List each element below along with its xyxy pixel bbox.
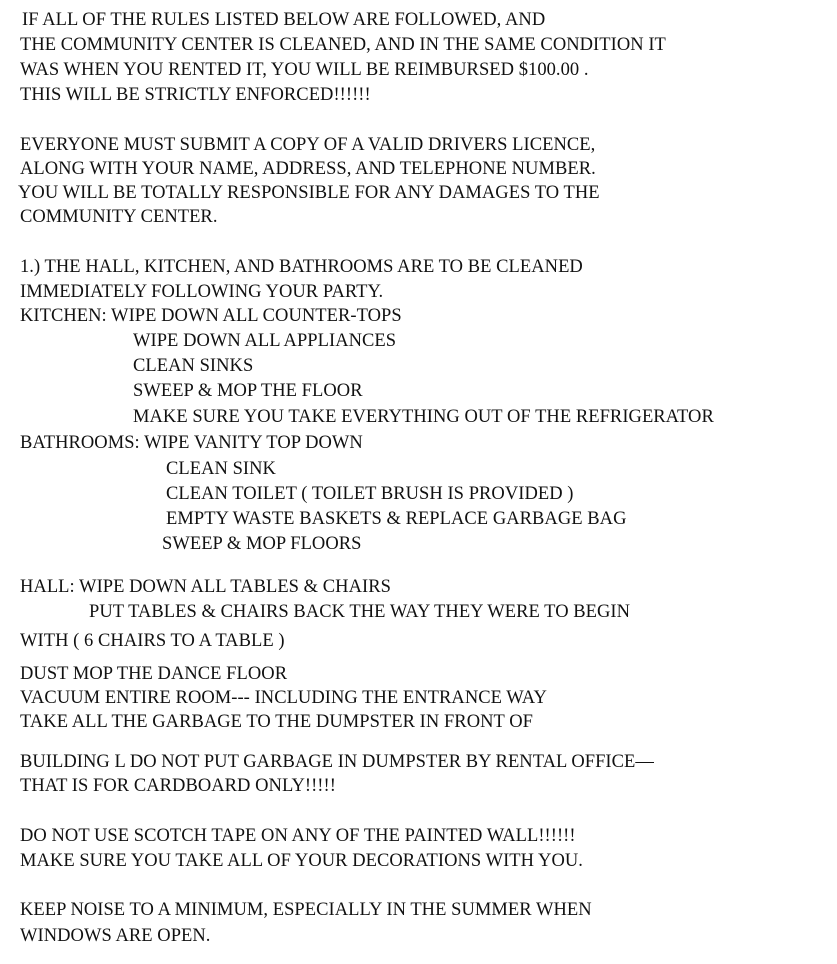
intro-line-3: WAS WHEN YOU RENTED IT, YOU WILL BE REIMBURSED $100.00 . — [20, 60, 589, 80]
hall-item: TAKE ALL THE GARBAGE TO THE DUMPSTER IN FRONT OF — [20, 712, 533, 732]
bathrooms-item: CLEAN SINK — [166, 459, 276, 479]
bathrooms-item: EMPTY WASTE BASKETS & REPLACE GARBAGE BAG — [166, 509, 627, 529]
bathrooms-item: SWEEP & MOP FLOORS — [162, 534, 362, 554]
kitchen-item: MAKE SURE YOU TAKE EVERYTHING OUT OF THE REFRIGERATOR — [133, 407, 714, 427]
decorations-line-2: MAKE SURE YOU TAKE ALL OF YOUR DECORATIONS WITH YOU. — [20, 851, 583, 871]
intro-line-2: THE COMMUNITY CENTER IS CLEANED, AND IN THE SAME CONDITION IT — [20, 35, 666, 55]
intro-line-4: THIS WILL BE STRICTLY ENFORCED!!!!!! — [20, 85, 371, 105]
noise-line-1: KEEP NOISE TO A MINIMUM, ESPECIALLY IN THE SUMMER WHEN — [20, 900, 592, 920]
hall-item: DUST MOP THE DANCE FLOOR — [20, 664, 288, 684]
requirements-line-4: COMMUNITY CENTER. — [20, 207, 218, 227]
hall-item-continued: WITH ( 6 CHAIRS TO A TABLE ) — [20, 631, 285, 651]
intro-line-1: IF ALL OF THE RULES LISTED BELOW ARE FOLLOWED, AND — [22, 10, 546, 30]
kitchen-item: CLEAN SINKS — [133, 356, 254, 376]
decorations-line-1: DO NOT USE SCOTCH TAPE ON ANY OF THE PAINTED WALL!!!!!! — [20, 826, 576, 846]
kitchen-heading: KITCHEN: WIPE DOWN ALL COUNTER-TOPS — [20, 306, 402, 326]
kitchen-item: SWEEP & MOP THE FLOOR — [133, 381, 363, 401]
rule-1-line-1: 1.) THE HALL, KITCHEN, AND BATHROOMS ARE TO BE CLEANED — [20, 257, 583, 277]
bathrooms-item: CLEAN TOILET ( TOILET BRUSH IS PROVIDED ) — [166, 484, 574, 504]
rule-1-line-2: IMMEDIATELY FOLLOWING YOUR PARTY. — [20, 282, 384, 302]
noise-line-2: WINDOWS ARE OPEN. — [20, 926, 211, 946]
kitchen-item: WIPE DOWN ALL APPLIANCES — [133, 331, 397, 351]
hall-item-continued: BUILDING L DO NOT PUT GARBAGE IN DUMPSTER BY RENTAL OFFICE— — [20, 752, 654, 772]
requirements-line-1: EVERYONE MUST SUBMIT A COPY OF A VALID DRIVERS LICENCE, — [20, 135, 596, 155]
hall-item: VACUUM ENTIRE ROOM--- INCLUDING THE ENTRANCE WAY — [20, 688, 547, 708]
bathrooms-heading: BATHROOMS: WIPE VANITY TOP DOWN — [20, 433, 363, 453]
requirements-line-3: YOU WILL BE TOTALLY RESPONSIBLE FOR ANY DAMAGES TO THE — [18, 183, 600, 203]
hall-heading: HALL: WIPE DOWN ALL TABLES & CHAIRS — [20, 577, 391, 597]
hall-item: PUT TABLES & CHAIRS BACK THE WAY THEY WERE TO BEGIN — [89, 602, 631, 622]
hall-item-continued: THAT IS FOR CARDBOARD ONLY!!!!! — [20, 776, 336, 796]
requirements-line-2: ALONG WITH YOUR NAME, ADDRESS, AND TELEPHONE NUMBER. — [20, 159, 596, 179]
